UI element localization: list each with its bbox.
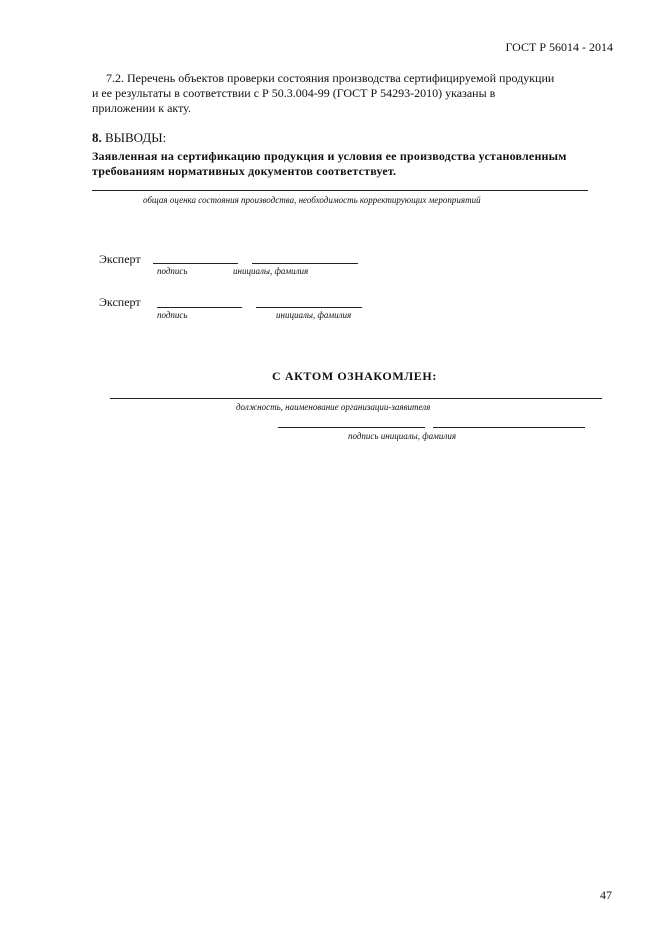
acknowledged-title: С АКТОМ ОЗНАКОМЛЕН: (272, 369, 437, 383)
conclusion-line: требованиям нормативных документов соответствует. (92, 164, 397, 178)
signature-caption: подпись (157, 266, 188, 276)
name-caption: инициалы, фамилия (276, 310, 352, 320)
section-8-heading (92, 130, 166, 146)
expert-name-line (256, 307, 362, 308)
conclusion-line: Заявленная на сертификацию продукция и условия ее производства установленным (92, 149, 567, 163)
expert-signature-line (157, 307, 242, 308)
paragraph-line: 7.2. Перечень объектов проверки состояния производства сертифицируемой продукции (106, 71, 555, 85)
signature-name-caption: подпись инициалы, фамилия (348, 431, 456, 441)
expert-label: Эксперт (99, 295, 141, 309)
expert-label: Эксперт (99, 252, 141, 266)
page-number: 47 (600, 888, 612, 902)
acknowledged-signature-line (278, 427, 425, 428)
document-code-header: ГОСТ Р 56014 - 2014 (505, 40, 613, 54)
name-caption: инициалы, фамилия (233, 266, 309, 276)
section-title: ВЫВОДЫ: (105, 130, 167, 145)
expert-signature-line (153, 263, 238, 264)
signature-caption: подпись (157, 310, 188, 320)
position-caption: должность, наименование организации-заявителя (236, 402, 431, 412)
section-number: 8. (92, 130, 102, 145)
paragraph-line: приложении к акту. (92, 101, 191, 115)
acknowledged-name-line (433, 427, 585, 428)
expert-name-line (252, 263, 358, 264)
conclusion-caption: общая оценка состояния производства, необходимость корректирующих мероприятий (143, 195, 481, 205)
paragraph-7-2 (92, 71, 620, 116)
paragraph-line: и ее результаты в соответствии с Р 50.3.004-99 (ГОСТ Р 54293-2010) указаны в (92, 86, 496, 100)
conclusion-underline (92, 190, 588, 191)
conclusion-text (92, 149, 622, 179)
position-line (110, 398, 602, 399)
